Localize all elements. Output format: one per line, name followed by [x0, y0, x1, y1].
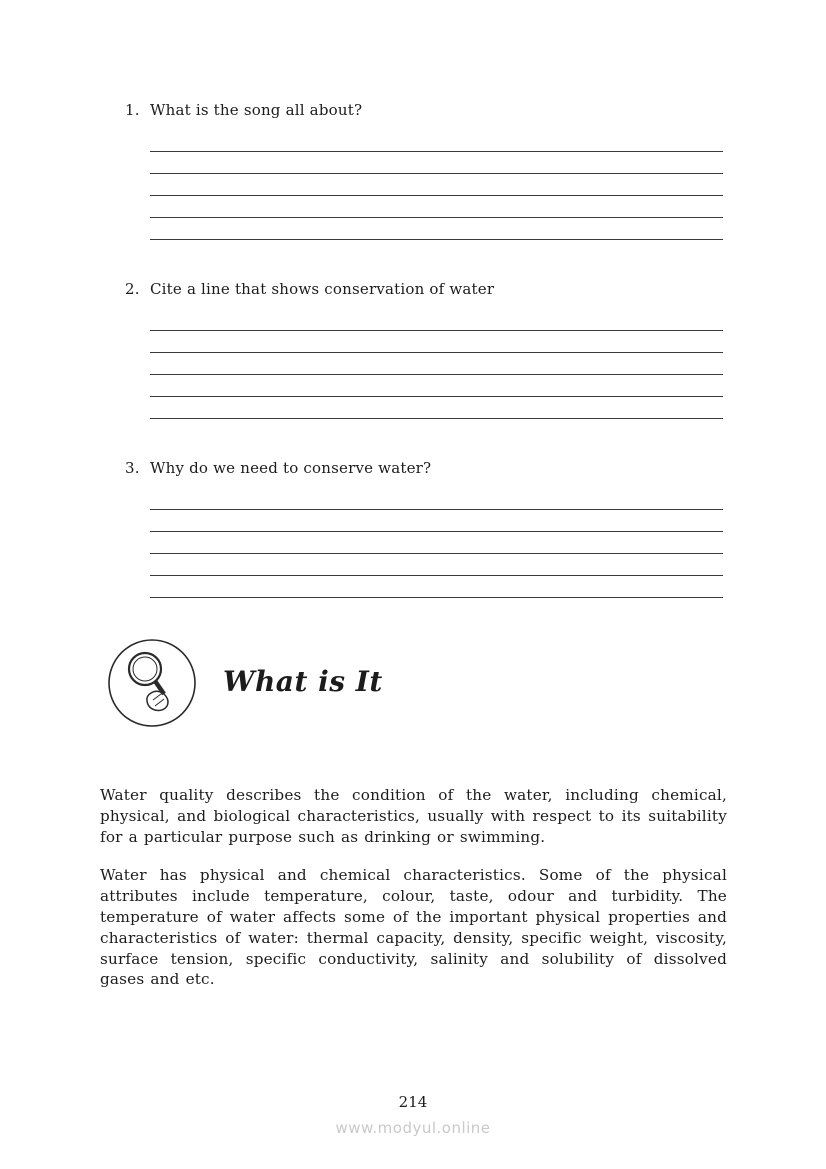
section-title: What is It [223, 664, 383, 698]
answer-line [150, 218, 723, 240]
paragraph-water-characteristics: Water has physical and chemical characteristics. Some of the physical attributes include temperature, colour, taste, odour and turbidity. The temperature of water affects some of the important physical properties and characteristics of water: thermal capacity, density, specific weight, viscosity, surface tension, specific conductivity, salinity and solubility of dissolved gases and etc. [100, 866, 727, 989]
answer-line [150, 353, 723, 375]
answer-line [150, 375, 723, 397]
answer-line [150, 510, 723, 532]
question-1-number: 1. [125, 101, 140, 119]
answer-line [150, 196, 723, 218]
answer-line [150, 130, 723, 152]
question-1-answer-lines [150, 130, 723, 240]
paragraph-water-quality: Water quality describes the condition of the water, including chemical, physical, and biological characteristics, usually with respect to its suitability for a particular purpose such as drinking or swimming. [100, 786, 727, 846]
question-2-row [125, 279, 723, 299]
question-2-text: Cite a line that shows conservation of water [150, 280, 495, 298]
answer-line [150, 152, 723, 174]
answer-line [150, 554, 723, 576]
watermark: www.modyul.online [335, 1119, 491, 1137]
question-3-text: Why do we need to conserve water? [150, 459, 432, 477]
question-1 [125, 100, 723, 240]
question-3-answer-lines [150, 488, 723, 598]
what-is-it-header [107, 638, 826, 728]
answer-line [150, 331, 723, 353]
answer-line [150, 174, 723, 196]
question-1-row [125, 100, 723, 120]
question-2-answer-lines [150, 309, 723, 419]
magnifier-in-circle-icon [107, 638, 197, 728]
question-2-number: 2. [125, 280, 140, 298]
answer-line [150, 576, 723, 598]
answer-line [150, 309, 723, 331]
question-3-row [125, 458, 723, 478]
answer-line [150, 397, 723, 419]
answer-line [150, 532, 723, 554]
page-number: 214 [398, 1093, 428, 1111]
question-3-number: 3. [125, 459, 140, 477]
answer-line [150, 488, 723, 510]
body-text [100, 785, 727, 990]
question-1-text: What is the song all about? [150, 101, 363, 119]
question-2 [125, 279, 723, 419]
question-3 [125, 458, 723, 598]
